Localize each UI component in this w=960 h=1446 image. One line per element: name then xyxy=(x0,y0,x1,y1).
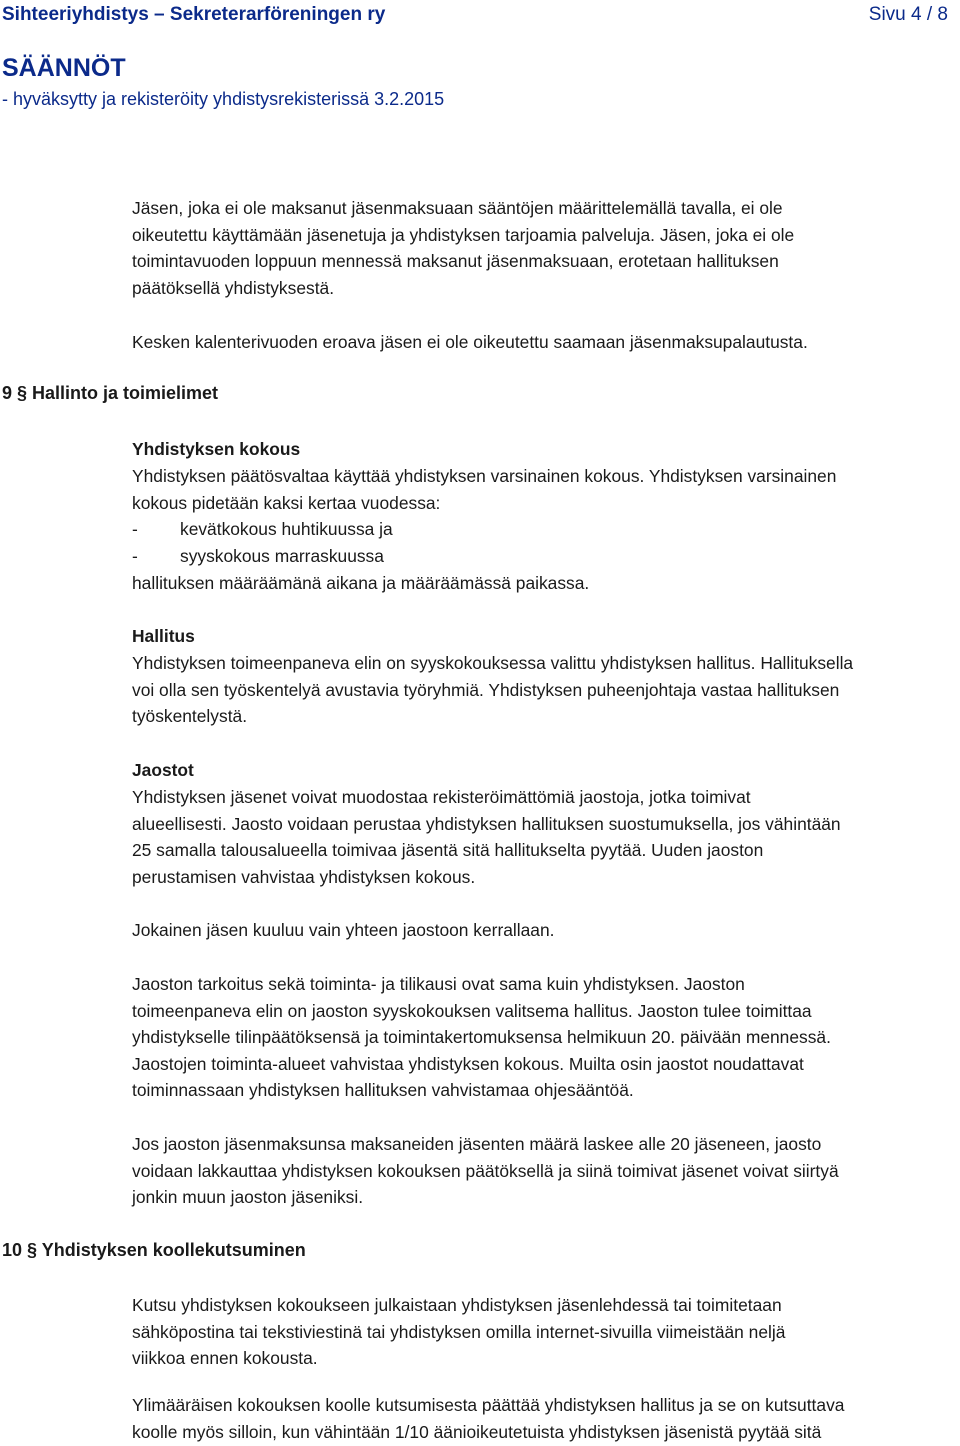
text-line: alueellisesti. Jaosto voidaan perustaa yhdistyksen hallituksen suostumuksella, jos vähintään xyxy=(132,813,841,834)
list-item-text: kevätkokous huhtikuussa ja xyxy=(180,519,393,539)
text-line: voidaan lakkauttaa yhdistyksen kokouksen päätöksellä ja siinä toimivat jäsenet voivat siirtyä xyxy=(132,1160,839,1181)
text-line: 25 samalla talousalueella toimivaa jäsentä sitä hallitukselta pyytää. Uuden jaoston xyxy=(132,840,764,860)
text-line: Jos jaoston jäsenmaksunsa maksaneiden jäsenten määrä laskee alle 20 jäseneen, jaosto xyxy=(132,1134,822,1154)
text-line: Yhdistyksen jäsenet voivat muodostaa rekisteröimättömiä jaostoja, jotka toimivat xyxy=(132,787,751,807)
meeting-subheading: Yhdistyksen kokous xyxy=(132,439,301,459)
sections-paragraph-1 xyxy=(132,784,960,890)
sections-paragraph-2: Jokainen jäsen kuuluu vain yhteen jaostoon kerrallaan. xyxy=(132,920,555,940)
text-line: yhdistykselle tilinpäätöksensä ja toimintakertomuksensa helmikuun 20. päivään mennessä. xyxy=(132,1027,831,1047)
text-line: päätöksellä yhdistyksestä. xyxy=(132,277,335,298)
text-line: toimeenpaneva elin on jaoston syyskokouksen valitsema hallitus. Jaoston tulee toimittaa xyxy=(132,1000,812,1021)
sections-paragraph-4 xyxy=(132,1131,960,1211)
text-line: työskentelystä. xyxy=(132,706,248,726)
section-9-heading: 9 § Hallinto ja toimielimet xyxy=(2,383,219,403)
refund-paragraph: Kesken kalenterivuoden eroava jäsen ei ole oikeutettu saamaan jäsenmaksupalautusta. xyxy=(132,332,808,352)
organization-name: Sihteeriyhdistys – Sekreterarföreningen ry xyxy=(2,4,386,25)
page-number: Sivu 4 / 8 xyxy=(868,4,948,25)
list-item xyxy=(132,543,384,570)
text-line: perustamisen vahvistaa yhdistyksen kokous. xyxy=(132,866,476,887)
board-paragraph xyxy=(132,650,960,730)
text-line: Yhdistyksen päätösvaltaa käyttää yhdistyksen varsinainen kokous. Yhdistyksen varsinainen xyxy=(132,466,837,486)
text-line: Kutsu yhdistyksen kokoukseen julkaistaan yhdistyksen jäsenlehdessä tai toimitetaan xyxy=(132,1295,782,1315)
list-item-text: syyskokous marraskuussa xyxy=(180,546,384,566)
board-subheading: Hallitus xyxy=(132,626,195,646)
text-line: Ylimääräisen kokouksen koolle kutsumisesta päättää yhdistyksen hallitus ja se on kutsuttava xyxy=(132,1395,845,1415)
invitation-paragraph xyxy=(132,1292,960,1372)
membership-fee-paragraph xyxy=(132,195,960,301)
extraordinary-meeting-paragraph xyxy=(132,1392,960,1445)
text-line: viikkoa ennen kokousta. xyxy=(132,1348,318,1368)
text-line: toimintavuoden loppuun mennessä maksanut jäsenmaksuaan, erotetaan hallituksen xyxy=(132,251,779,271)
sections-subheading: Jaostot xyxy=(132,760,194,780)
text-line: Jäsen, joka ei ole maksanut jäsenmaksuaan sääntöjen määrittelemällä tavalla, ei ole xyxy=(132,198,783,218)
text-line: oikeutettu käyttämään jäsenetuja ja yhdistyksen tarjoamia palveluja. Jäsen, joka ei ole xyxy=(132,224,795,245)
document-subtitle: - hyväksytty ja rekisteröity yhdistysrekisterissä 3.2.2015 xyxy=(2,89,445,109)
text-line: Yhdistyksen toimeenpaneva elin on syyskokouksessa valittu yhdistyksen hallitus. Hallituksella xyxy=(132,653,854,673)
text-line: voi olla sen työskentelyä avustavia työryhmiä. Yhdistyksen puheenjohtaja vastaa hallituksen xyxy=(132,679,840,700)
list-bullet: - xyxy=(132,546,138,566)
text-line: sähköpostina tai tekstiviestinä tai yhdistyksen omilla internet-sivuilla viimeistään neljä xyxy=(132,1321,786,1342)
meeting-closing-line: hallituksen määräämänä aikana ja määräämässä paikassa. xyxy=(132,573,590,593)
text-line: Jaostojen toiminta-alueet vahvistaa yhdistyksen kokous. Muilta osin jaostot noudattavat xyxy=(132,1053,804,1074)
text-line: jonkin muun jaoston jäseniksi. xyxy=(132,1187,364,1207)
sections-paragraph-3 xyxy=(132,971,960,1104)
text-line: kokous pidetään kaksi kertaa vuodessa: xyxy=(132,492,441,513)
document-title: SÄÄNNÖT xyxy=(2,54,126,82)
list-item xyxy=(132,516,393,543)
text-line: Jaoston tarkoitus sekä toiminta- ja tilikausi ovat sama kuin yhdistyksen. Jaoston xyxy=(132,974,745,994)
text-line: toiminnassaan yhdistyksen hallituksen vahvistamaa ohjesääntöä. xyxy=(132,1080,634,1100)
text-line: koolle myös silloin, kun vähintään 1/10 äänioikeutetuista yhdistyksen jäsenistä pyytää sitä xyxy=(132,1421,822,1442)
meeting-paragraph xyxy=(132,463,960,516)
list-bullet: - xyxy=(132,519,138,539)
section-10-heading: 10 § Yhdistyksen koollekutsuminen xyxy=(2,1240,306,1260)
